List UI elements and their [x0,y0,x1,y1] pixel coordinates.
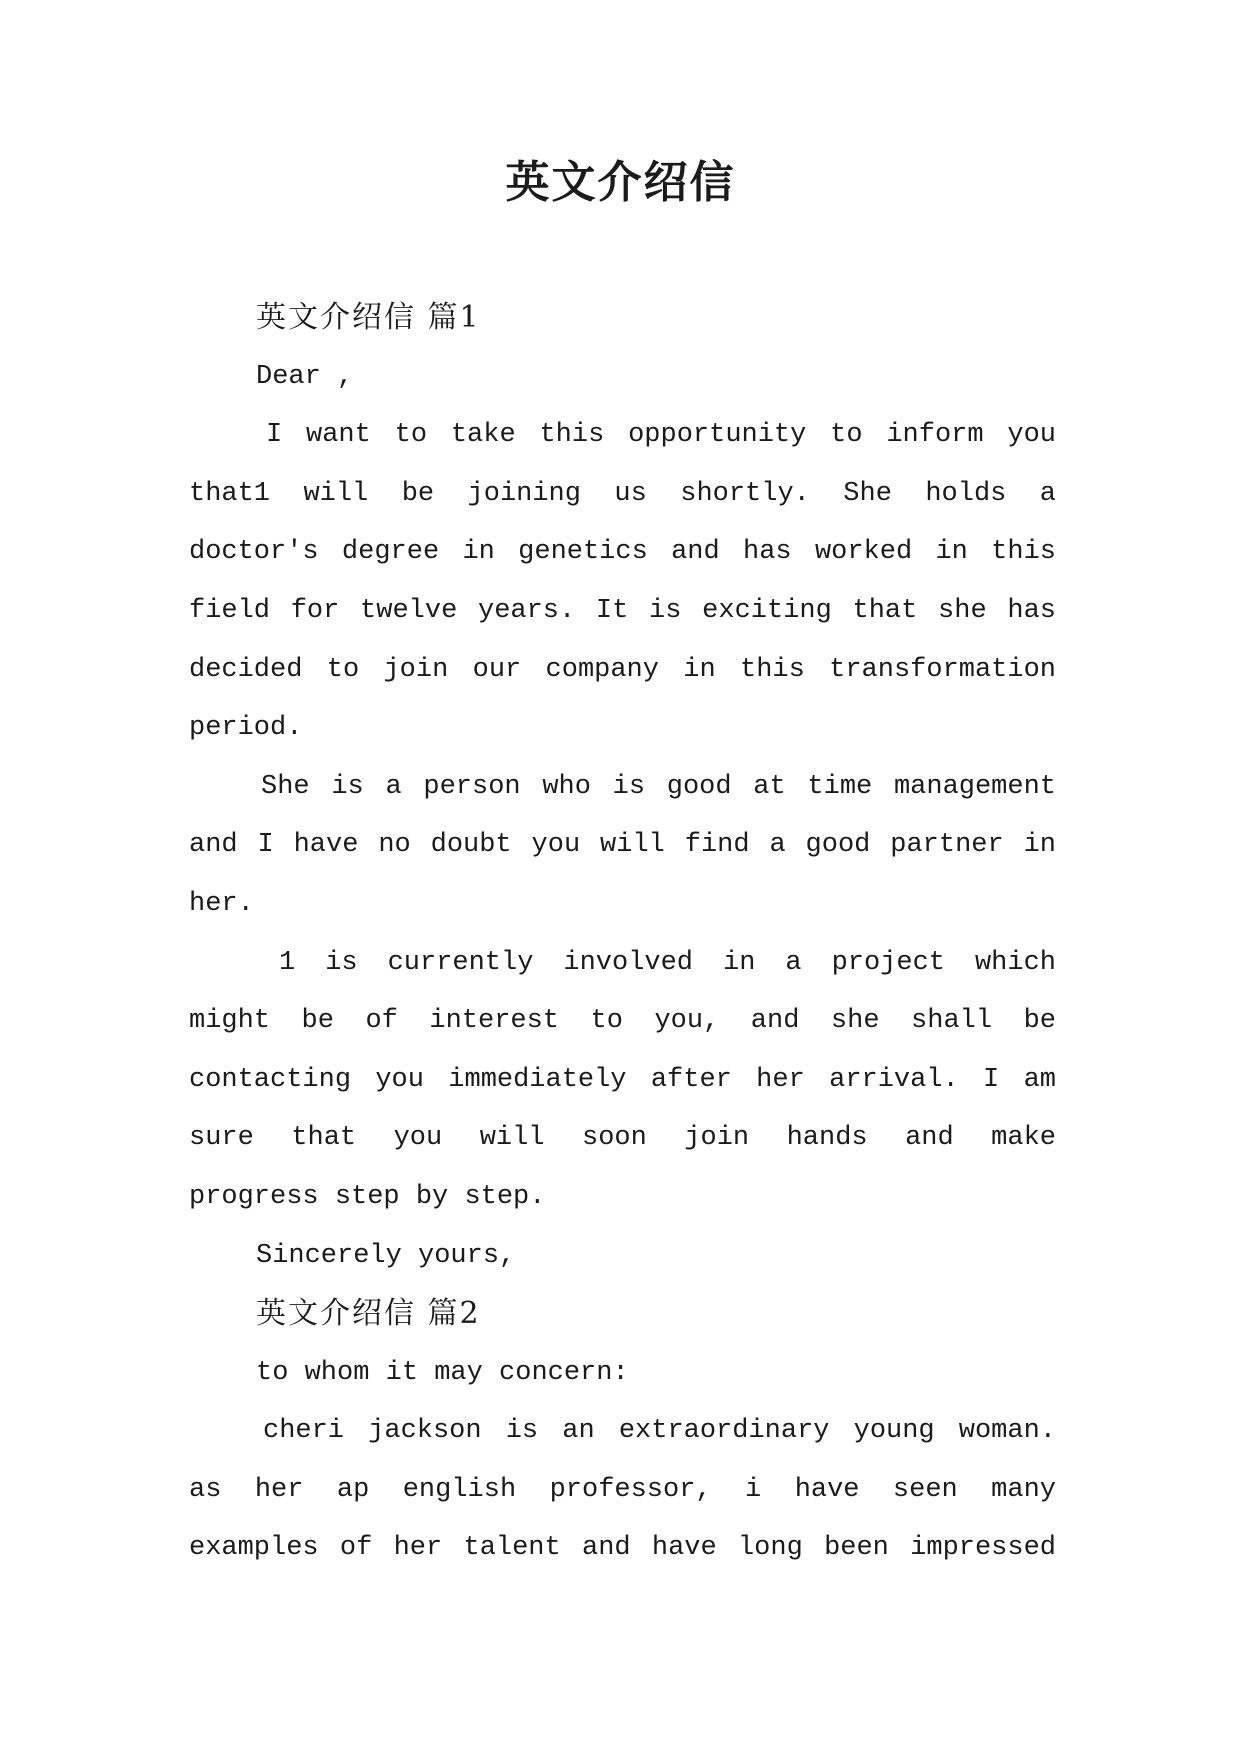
paragraph [189,406,1056,758]
paragraph-line: sure that you will soon join hands and make [189,1123,1056,1154]
document-title: 英文介绍信 [505,157,736,208]
paragraph-line: decided to join our company in this transformation [189,654,1056,685]
paragraph-line: and I have no doubt you will find a good partner in [189,830,1056,861]
document-body [189,289,1056,1578]
section-heading: 英文介绍信 篇1 [256,300,481,335]
paragraph-line: contacting you immediately after her arrival. I am [189,1064,1056,1095]
paragraph-line: I want to take this opportunity to inform you [266,420,1056,451]
paragraph [189,934,1056,1227]
paragraph-line: 1 is currently involved in a project which [279,947,1056,978]
paragraph-line: field for twelve years. It is exciting that she has [189,595,1056,626]
section-heading: 英文介绍信 篇2 [256,1296,481,1332]
paragraph [189,758,1056,934]
paragraph-line: cheri jackson is an extraordinary young woman. [263,1416,1056,1447]
paragraph-line: She is a person who is good at time management [261,771,1056,802]
salutation: Dear , [256,361,354,392]
paragraph-line: her. [189,888,254,919]
paragraph-line: doctor's degree in genetics and has worked in this [189,537,1056,568]
paragraph-line: might be of interest to you, and she shall be [189,1006,1056,1037]
letter-section-1 [189,289,1056,1285]
salutation: to whom it may concern: [256,1357,629,1388]
paragraph-line: examples of her talent and have long been impressed [189,1533,1056,1564]
paragraph-line: as her ap english professor, i have seen many [189,1474,1056,1505]
paragraph-line: that1 will be joining us shortly. She holds a [189,478,1056,509]
closing: Sincerely yours, [256,1240,516,1271]
paragraph-line: progress step by step. [189,1181,546,1212]
letter-section-2 [189,1285,1056,1578]
paragraph [189,1402,1056,1578]
paragraph-line: period. [189,713,303,744]
